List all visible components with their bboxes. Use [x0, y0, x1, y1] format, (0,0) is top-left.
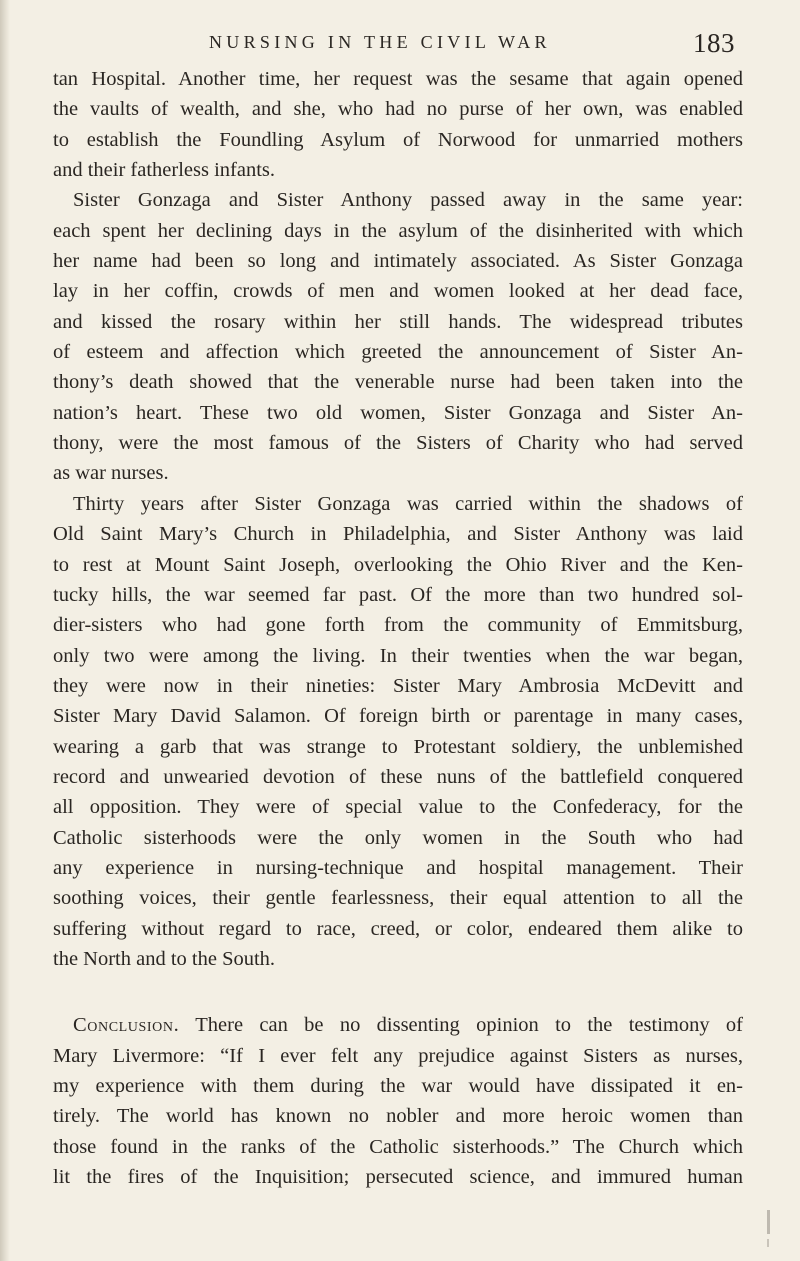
text-line: to rest at Mount Saint Joseph, overlooking the Ohio River and the Ken-: [53, 553, 743, 576]
margin-mark: [767, 1210, 770, 1234]
running-head: NURSING IN THE CIVIL WAR: [209, 32, 551, 52]
text-line: Old Saint Mary’s Church in Philadelphia, and Sister Anthony was laid: [53, 523, 743, 546]
text-line: my experience with them during the war would have dissipated it en-: [53, 1075, 743, 1097]
text-line: of esteem and affection which greeted the announcement of Sister An-: [53, 341, 743, 364]
text-line: dier-sisters who had gone forth from the community of Emmitsburg,: [53, 614, 743, 637]
binding-shadow: [0, 0, 10, 1261]
text-line: and their fatherless infants.: [53, 159, 276, 182]
page-number: 183: [693, 28, 735, 58]
text-line: those found in the ranks of the Catholic sisterhoods.” The Church which: [53, 1135, 743, 1158]
text-line: nation’s heart. These two old women, Sister Gonzaga and Sister An-: [53, 401, 743, 424]
text-line: lay in her coffin, crowds of men and women looked at her dead face,: [53, 280, 743, 303]
text-line: wearing a garb that was strange to Protestant soldiery, the unblemished: [53, 735, 743, 758]
text-line: [53, 1010, 743, 1040]
text-line: and kissed the rosary within her still hands. The widespread tributes: [53, 310, 743, 333]
text-line: to establish the Foundling Asylum of Norwood for unmarried mothers: [53, 128, 743, 151]
section-gap: [53, 974, 743, 1010]
page-header: [0, 28, 800, 68]
text-line: tan Hospital. Another time, her request was the sesame that again opened: [53, 68, 743, 90]
text-line: only two were among the living. In their twenties when the war began,: [53, 644, 743, 667]
text-line: Sister Mary David Salamon. Of foreign birth or parentage in many cases,: [53, 705, 743, 728]
text-line: thony’s death showed that the venerable nurse had been taken into the: [53, 371, 743, 394]
text-line: the vaults of wealth, and she, who had no purse of her own, was enabled: [53, 98, 743, 121]
text-line-rest: There can be no dissenting opinion to the testimony of: [179, 1014, 743, 1037]
text-line: tirely. The world has known no nobler and more heroic women than: [53, 1105, 743, 1128]
text-line: Sister Gonzaga and Sister Anthony passed away in the same year:: [73, 189, 743, 212]
text-line: all opposition. They were of special value to the Confederacy, for the: [53, 796, 743, 819]
text-line: thony, were the most famous of the Sisters of Charity who had served: [53, 432, 743, 455]
text-line: Catholic sisterhoods were the only women in the South who had: [53, 826, 743, 849]
text-line: as war nurses.: [53, 462, 169, 485]
margin-mark: [767, 1239, 769, 1247]
text-line: Mary Livermore: “If I ever felt any prejudice against Sisters as nurses,: [53, 1044, 743, 1067]
text-line: Thirty years after Sister Gonzaga was carried within the shadows of: [73, 492, 743, 515]
text-line: record and unwearied devotion of these nuns of the battlefield conquered: [53, 765, 743, 788]
text-line: her name had been so long and intimately associated. As Sister Gonzaga: [53, 250, 743, 273]
text-line: tucky hills, the war seemed far past. Of the more than two hundred sol-: [53, 583, 743, 606]
text-line: soothing voices, their gentle fearlessness, their equal attention to all the: [53, 887, 743, 910]
text-line: lit the fires of the Inquisition; persecuted science, and immured human: [53, 1166, 743, 1189]
text-line: suffering without regard to race, creed, or color, endeared them alike to: [53, 917, 743, 940]
text-line: they were now in their nineties: Sister Mary Ambrosia McDevitt and: [53, 674, 743, 697]
text-line: the North and to the South.: [53, 947, 276, 970]
text-line: any experience in nursing-technique and hospital management. Their: [53, 856, 743, 879]
text-line: each spent her declining days in the asylum of the disinherited with which: [53, 219, 743, 242]
body-text: [53, 64, 743, 1192]
section-lead-in: Conclusion.: [73, 1014, 180, 1037]
